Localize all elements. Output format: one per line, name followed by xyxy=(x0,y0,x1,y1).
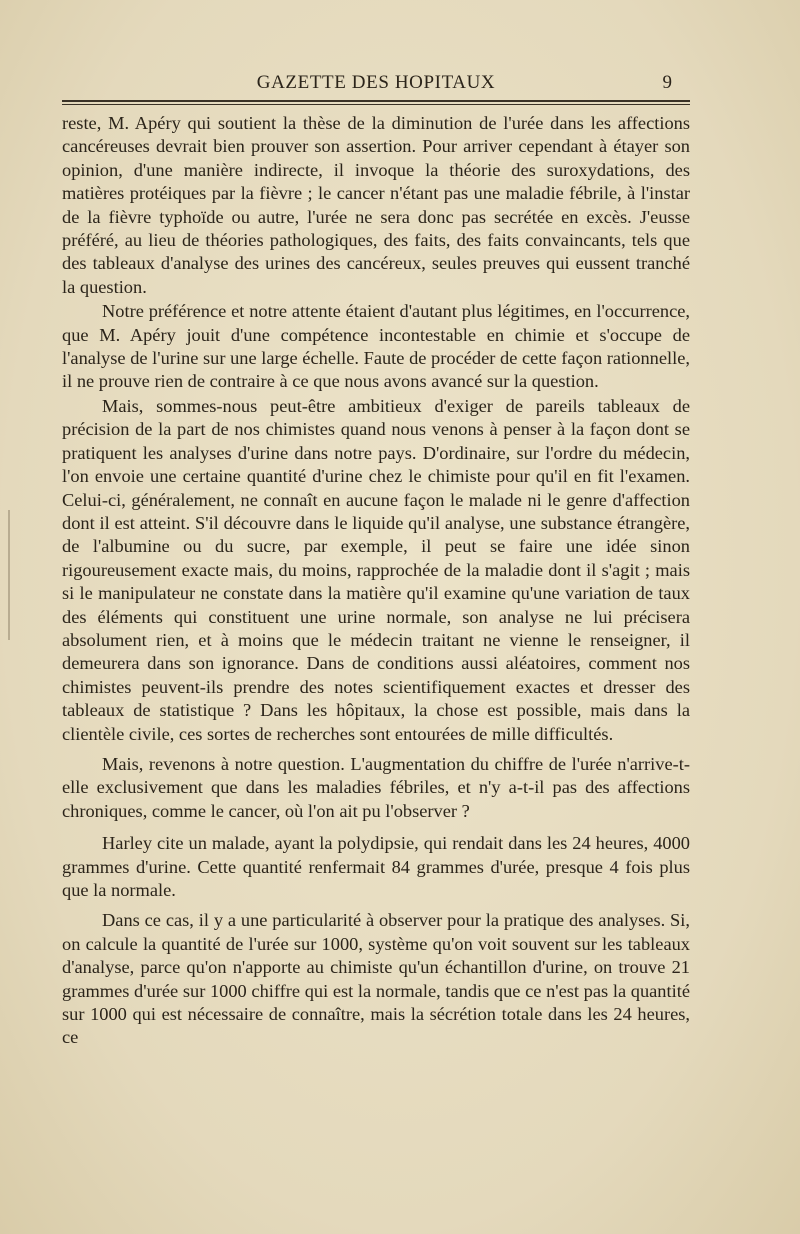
article-body xyxy=(62,112,690,1050)
paragraph: reste, M. Apéry qui soutient la thèse de la diminution de l'urée dans les affections cancéreuses devrait bien prouver son assertion. Pour arriver cependant à étayer son opinion, d'une manière indirecte, il invoque la théorie des suroxydations, des matières protéiques par la fièvre ; le cancer n'étant pas une maladie fébrile, à l'instar de la fièvre typhoïde ou autre, l'urée ne sera donc pas secrétée en excès. J'eusse préféré, au lieu de théories pathologiques, des faits, des faits convaincants, tels que des tableaux d'analyse des urines des cancéreux, seules preuves qui eussent tranché la question. xyxy=(62,113,690,297)
paragraph: Harley cite un malade, ayant la polydipsie, qui rendait dans les 24 heures, 4000 grammes d'urine. Cette quantité renfermait 84 grammes d'urée, presque 4 fois plus que la normale. xyxy=(62,833,690,900)
paragraph: Notre préférence et notre attente étaient d'autant plus légitimes, en l'occurrence, que M. Apéry jouit d'une compétence incontestable en chimie et s'occupe de l'analyse de l'urine sur une large échelle. Faute de procéder de cette façon rationnelle, il ne prouve rien de contraire à ce que nous avons avancé sur la question. xyxy=(62,301,690,392)
paragraph: Mais, sommes-nous peut-être ambitieux d'exiger de pareils tableaux de précision de la part de nos chimistes quand nous venons à penser à la façon dont se pratiquent les analyses d'urine dans notre pays. D'ordinaire, sur l'ordre du médecin, l'on envoie une certaine quantité d'urine chez le chimiste pour qu'il en fit l'examen. Celui-ci, généralement, ne connaît en aucune façon le malade ni le genre d'affection dont il est atteint. S'il découvre dans le liquide qu'il analyse, une substance étrangère, de l'albumine ou du sucre, par exemple, il peut se faire une idée sinon rigoureusement exacte mais, du moins, rapprochée de la maladie dont il s'agit ; mais si le manipulateur ne constate dans la matière qu'il examine qu'une variation de taux des éléments qui constituent une urine normale, son analyse ne lui précisera absolument rien, et à moins que le médecin traitant ne vienne le renseigner, il demeurera dans son ignorance. Dans de conditions aussi aléatoires, comment nos chimistes peuvent-ils prendre des notes scientifiquement exactes et dresser des tableaux de statistique ? Dans les hôpitaux, la chose est possible, mais dans la clientèle civile, ces sortes de recherches sont entourées de mille difficultés. xyxy=(62,395,690,744)
paragraph: Dans ce cas, il y a une particularité à observer pour la pratique des analyses. Si, on calcule la quantité de l'urée sur 1000, système qu'on voit souvent sur les tableaux d'analyse, parce qu'on n'apporte au chimiste qu'un échantillon d'urine, on trouve 21 grammes d'urée sur 1000 chiffre qui est la normale, tandis que ce n'est pas la quantité sur 1000 qui est nécessaire de connaître, mais la sécrétion totale dans les 24 heures, ce xyxy=(62,910,690,1048)
header-rule xyxy=(62,100,690,105)
paragraph: Mais, revenons à notre question. L'augmentation du chiffre de l'urée n'arrive-t-elle exclusivement que dans les maladies fébriles, et n'y a-t-il pas des affections chroniques, comme le cancer, où l'on ait pu l'observer ? xyxy=(62,753,690,821)
page-edge-mark xyxy=(8,510,20,640)
journal-title: GAZETTE DES HOPITAUX xyxy=(256,72,496,93)
running-header xyxy=(62,70,690,98)
page-number: 9 xyxy=(662,72,672,93)
